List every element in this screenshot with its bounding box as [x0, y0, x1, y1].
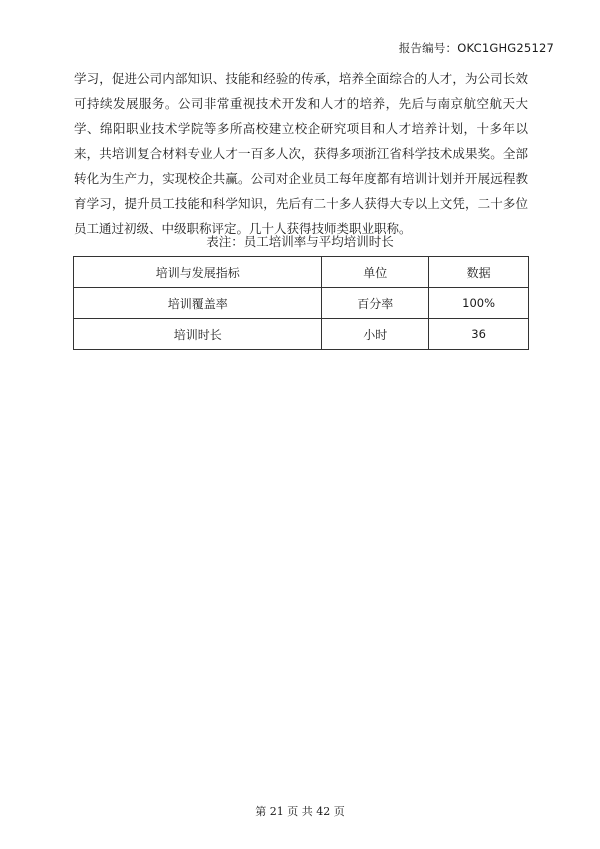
table-header-row: [74, 257, 529, 288]
cell-value: 36: [429, 319, 529, 350]
report-number: 报告编号：OKC1GHG25127: [398, 41, 554, 55]
cell-unit: 百分率: [322, 288, 429, 319]
header-unit: 单位: [322, 257, 429, 288]
table-row: [74, 319, 529, 350]
cell-value: 100%: [429, 288, 529, 319]
cell-indicator: 培训覆盖率: [74, 288, 322, 319]
header-data: 数据: [429, 257, 529, 288]
table-row: [74, 288, 529, 319]
training-table: [73, 256, 529, 350]
cell-unit: 小时: [322, 319, 429, 350]
page-footer: 第 21 页 共 42 页: [255, 805, 345, 818]
table-caption: 表注：员工培训率与平均培训时长: [206, 234, 394, 249]
header-indicator: 培训与发展指标: [74, 257, 322, 288]
cell-indicator: 培训时长: [74, 319, 322, 350]
body-paragraph: 学习，促进公司内部知识、技能和经验的传承，培养全面综合的人才，为公司长效可持续发展服务。公司非常重视技术开发和人才的培养，先后与南京航空航天大学、绵阳职业技术学院等多所高校建立校企研究项目和人才培养计划，十多年以来，共培训复合材料专业人才一百多人次，获得多项浙江省科学技术成果奖。全部转化为生产力，实现校企共赢。公司对企业员工每年度都有培训计划并开展远程教育学习，提升员工技能和科学知识，先后有二十多人获得大专以上文凭，二十多位员工通过初级、中级职称评定。几十人获得技师类职业职称。: [74, 71, 528, 236]
